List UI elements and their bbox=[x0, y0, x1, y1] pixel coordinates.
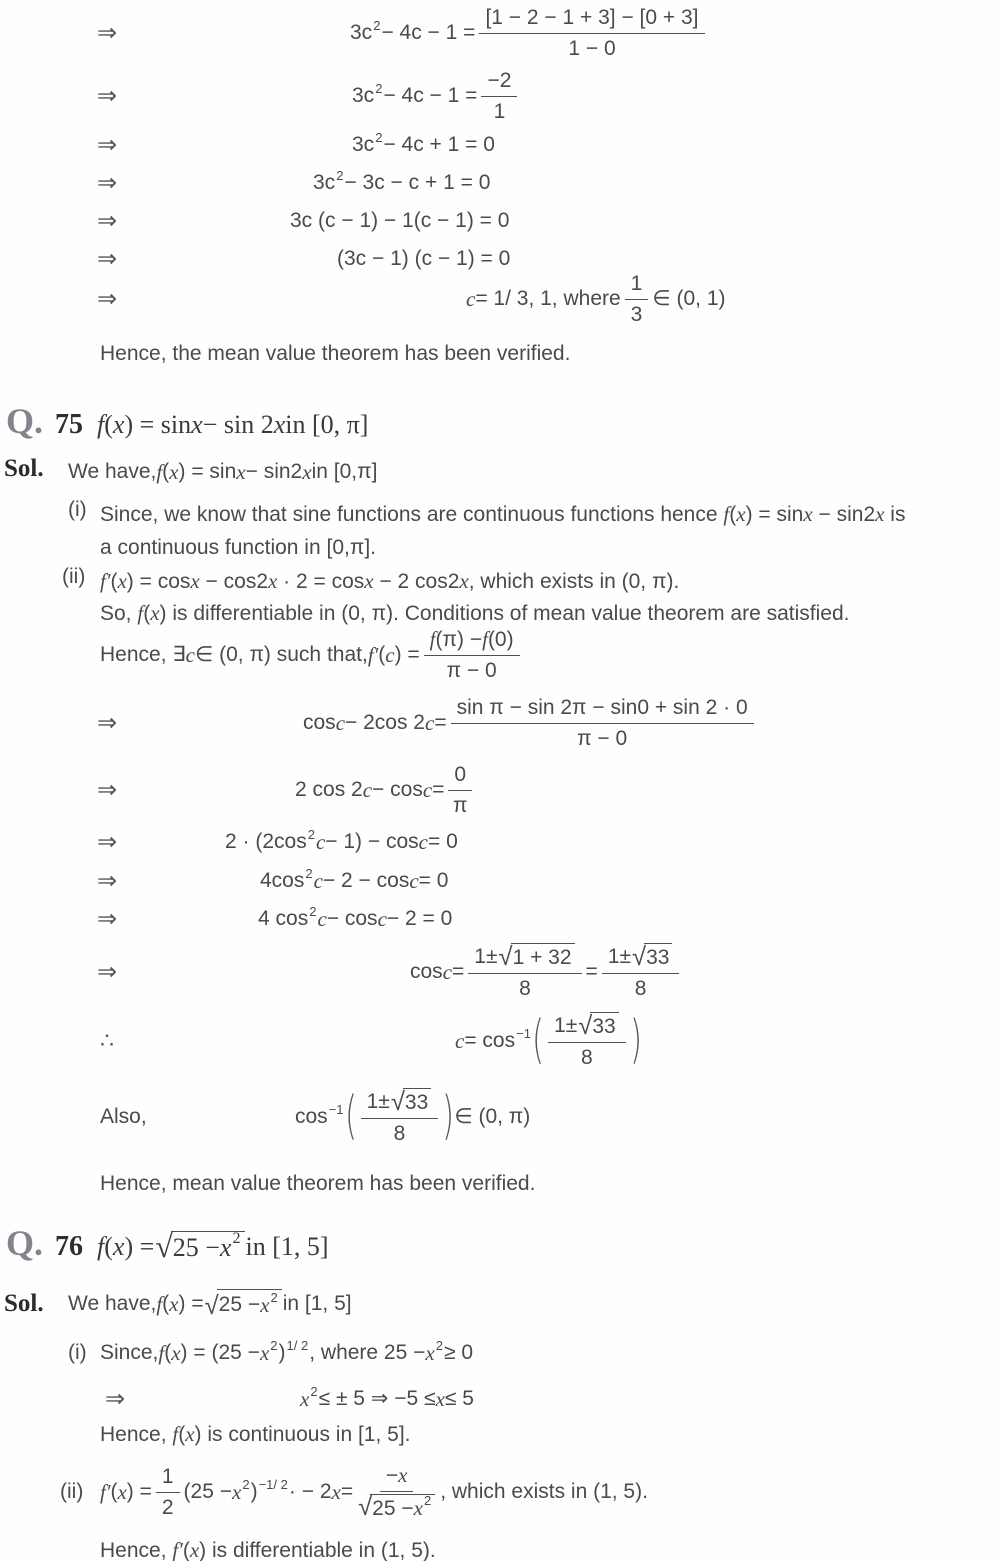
item-ii bbox=[60, 1452, 998, 1532]
equation-row bbox=[0, 822, 998, 862]
equation: 2 · (2cos $^2$ c − 1) − cos c = 0 bbox=[225, 826, 458, 854]
equation-row bbox=[0, 940, 998, 1004]
therefore-symbol: ∴ bbox=[100, 1028, 114, 1053]
item-ii-label: (ii) bbox=[62, 565, 86, 588]
item-i bbox=[68, 498, 980, 564]
q-label: Q. bbox=[6, 401, 44, 441]
equation: 4 cos $^2$ c − cos c − 2 = 0 bbox=[258, 903, 453, 931]
implies-arrow-icon: ⇒ bbox=[97, 285, 118, 313]
implies-arrow-icon: ⇒ bbox=[97, 867, 118, 895]
equation-row bbox=[0, 1378, 998, 1420]
implies-arrow-icon: ⇒ bbox=[97, 207, 118, 235]
we-have-line: We have, f ( x ) = sin x − sin2 x in [0,π] bbox=[68, 460, 378, 484]
item-i-text: Since, f ( x ) = (25 − x $^2$ ) $^{1/ 2}$ , where 25 − x $^2$ ≥ 0 bbox=[100, 1337, 474, 1365]
equation-row bbox=[0, 624, 998, 686]
equation: 2 cos 2 c − cos c = $\frac{0}{\pi}$ bbox=[295, 762, 476, 817]
q-title: f ( x ) = sin x − sin 2 x in [0, π] bbox=[97, 410, 369, 439]
item-ii-text: f′(x) = cosx − cos2x · 2 = cosx − 2 cos2x, which exists in (0, π). bbox=[100, 569, 680, 593]
equation-row bbox=[0, 861, 998, 901]
q-title: f ( x ) = √ 25 − x $^2$ in [1, 5] bbox=[97, 1229, 329, 1265]
equation-row bbox=[0, 899, 998, 939]
q-label: Q. bbox=[6, 1223, 44, 1263]
implies-arrow-icon: ⇒ bbox=[97, 905, 118, 933]
sol-label: Sol. bbox=[4, 1290, 44, 1317]
item-ii bbox=[62, 565, 992, 598]
hence-continuous-text: Hence, f(x) is continuous in [1, 5]. bbox=[100, 1422, 411, 1446]
implies-arrow-icon: ⇒ bbox=[97, 709, 118, 737]
item-ii-label: (ii) bbox=[60, 1480, 84, 1503]
equation-row bbox=[0, 1008, 998, 1074]
q-number: 75 bbox=[55, 409, 84, 440]
question-header-76 bbox=[6, 1222, 329, 1264]
equation-row bbox=[0, 66, 998, 126]
item-ii-text: f′ ( x ) = $\frac{1}{2}$ (25 − x $^2$ ) $^{-1/ 2}$ · − 2 x = − x √ 25 − x $^2$ , which exists in (1, 5). bbox=[100, 1463, 648, 1522]
so-line: So, f(x) is differentiable in (0, π). Conditions of mean value theorem are satisfied. bbox=[100, 601, 850, 625]
equation-row bbox=[0, 204, 998, 238]
equation-row bbox=[0, 166, 998, 200]
equation: cos c = 1± √ 1 + 32 8 = 1± √ 33 8 bbox=[410, 943, 683, 1000]
equation: 3c $^2$ − 3c − c + 1 = 0 bbox=[313, 167, 491, 194]
sol-label: Sol. bbox=[4, 455, 44, 482]
question-header-75 bbox=[6, 400, 368, 442]
therefore-equation: c = cos $^{-1}$ ( 1± √ 33 8 ) bbox=[455, 1010, 642, 1071]
equation: (3c − 1) (c − 1) = 0 bbox=[337, 246, 511, 270]
equation: 4cos $^2$ c − 2 − cos c = 0 bbox=[260, 865, 449, 893]
equation: 3c $^2$ − 4c + 1 = 0 bbox=[352, 129, 495, 156]
hence-differentiable-text: Hence, f′(x) is differentiable in (1, 5). bbox=[100, 1538, 436, 1561]
equation-row bbox=[0, 690, 998, 756]
item-i-label: (i) bbox=[68, 498, 87, 521]
equation: 3c $^2$ − 4c − 1 = $\frac{-2}{1}$ bbox=[352, 68, 521, 123]
equation-row bbox=[0, 268, 998, 330]
equation-row bbox=[0, 128, 998, 162]
implies-arrow-icon: ⇒ bbox=[97, 776, 118, 804]
hence-verified-text: Hence, the mean value theorem has been verified. bbox=[100, 342, 571, 365]
implies-arrow-icon: ⇒ bbox=[97, 19, 118, 47]
implies-arrow-icon: ⇒ bbox=[97, 245, 118, 273]
equation-row bbox=[0, 758, 998, 822]
implies-arrow-icon: ⇒ bbox=[97, 169, 118, 197]
also-equation: cos $^{-1}$ ( 1± √ 33 8 ) ∈ (0, π) bbox=[295, 1086, 531, 1147]
implies-arrow-icon: ⇒ bbox=[97, 82, 118, 110]
hence-verified-text: Hence, mean value theorem has been verified. bbox=[100, 1172, 536, 1195]
q-number: 76 bbox=[55, 1231, 84, 1262]
we-have-line: We have, f ( x ) = √ 25 − x $^2$ in [1, 5] bbox=[68, 1290, 352, 1320]
equation: cos c − 2cos 2 c = $\frac{\text{sin π − sin 2π − sin0 + sin 2 · 0}}{\pi - 0}$ bbox=[303, 695, 758, 750]
equation-row bbox=[0, 1082, 998, 1152]
equation-row bbox=[0, 2, 998, 64]
equation: 3c (c − 1) − 1(c − 1) = 0 bbox=[290, 208, 510, 232]
item-i-text: Since, we know that sine functions are continuous functions hence f(x) = sinx − sin2x is a continuous function in [0,π]. bbox=[100, 502, 906, 559]
equation: c = 1/ 3, 1, where $\frac{1}{3}$ ∈ (0, 1) bbox=[466, 272, 726, 326]
implies-arrow-icon: ⇒ bbox=[97, 828, 118, 856]
item-i-label: (i) bbox=[68, 1341, 87, 1365]
hence-exists-equation: Hence, ∃ c ∈ (0, π) such that, f′ ( c ) = f (π) − f (0) π − 0 bbox=[100, 627, 524, 682]
item-i bbox=[68, 1337, 980, 1366]
implies-arrow-icon: ⇒ bbox=[97, 958, 118, 986]
implies-arrow-icon: ⇒ bbox=[105, 1385, 126, 1413]
also-label: Also, bbox=[100, 1105, 147, 1128]
equation: 3c $^2$ − 4c − 1 = $\frac{[1 - 2 - 1 + 3] - [0 + 3]}{1 - 0}$ bbox=[350, 5, 709, 60]
equation: x $^2$ ≤ ± 5 ⇒ −5 ≤ x ≤ 5 bbox=[300, 1383, 474, 1411]
implies-arrow-icon: ⇒ bbox=[97, 131, 118, 159]
